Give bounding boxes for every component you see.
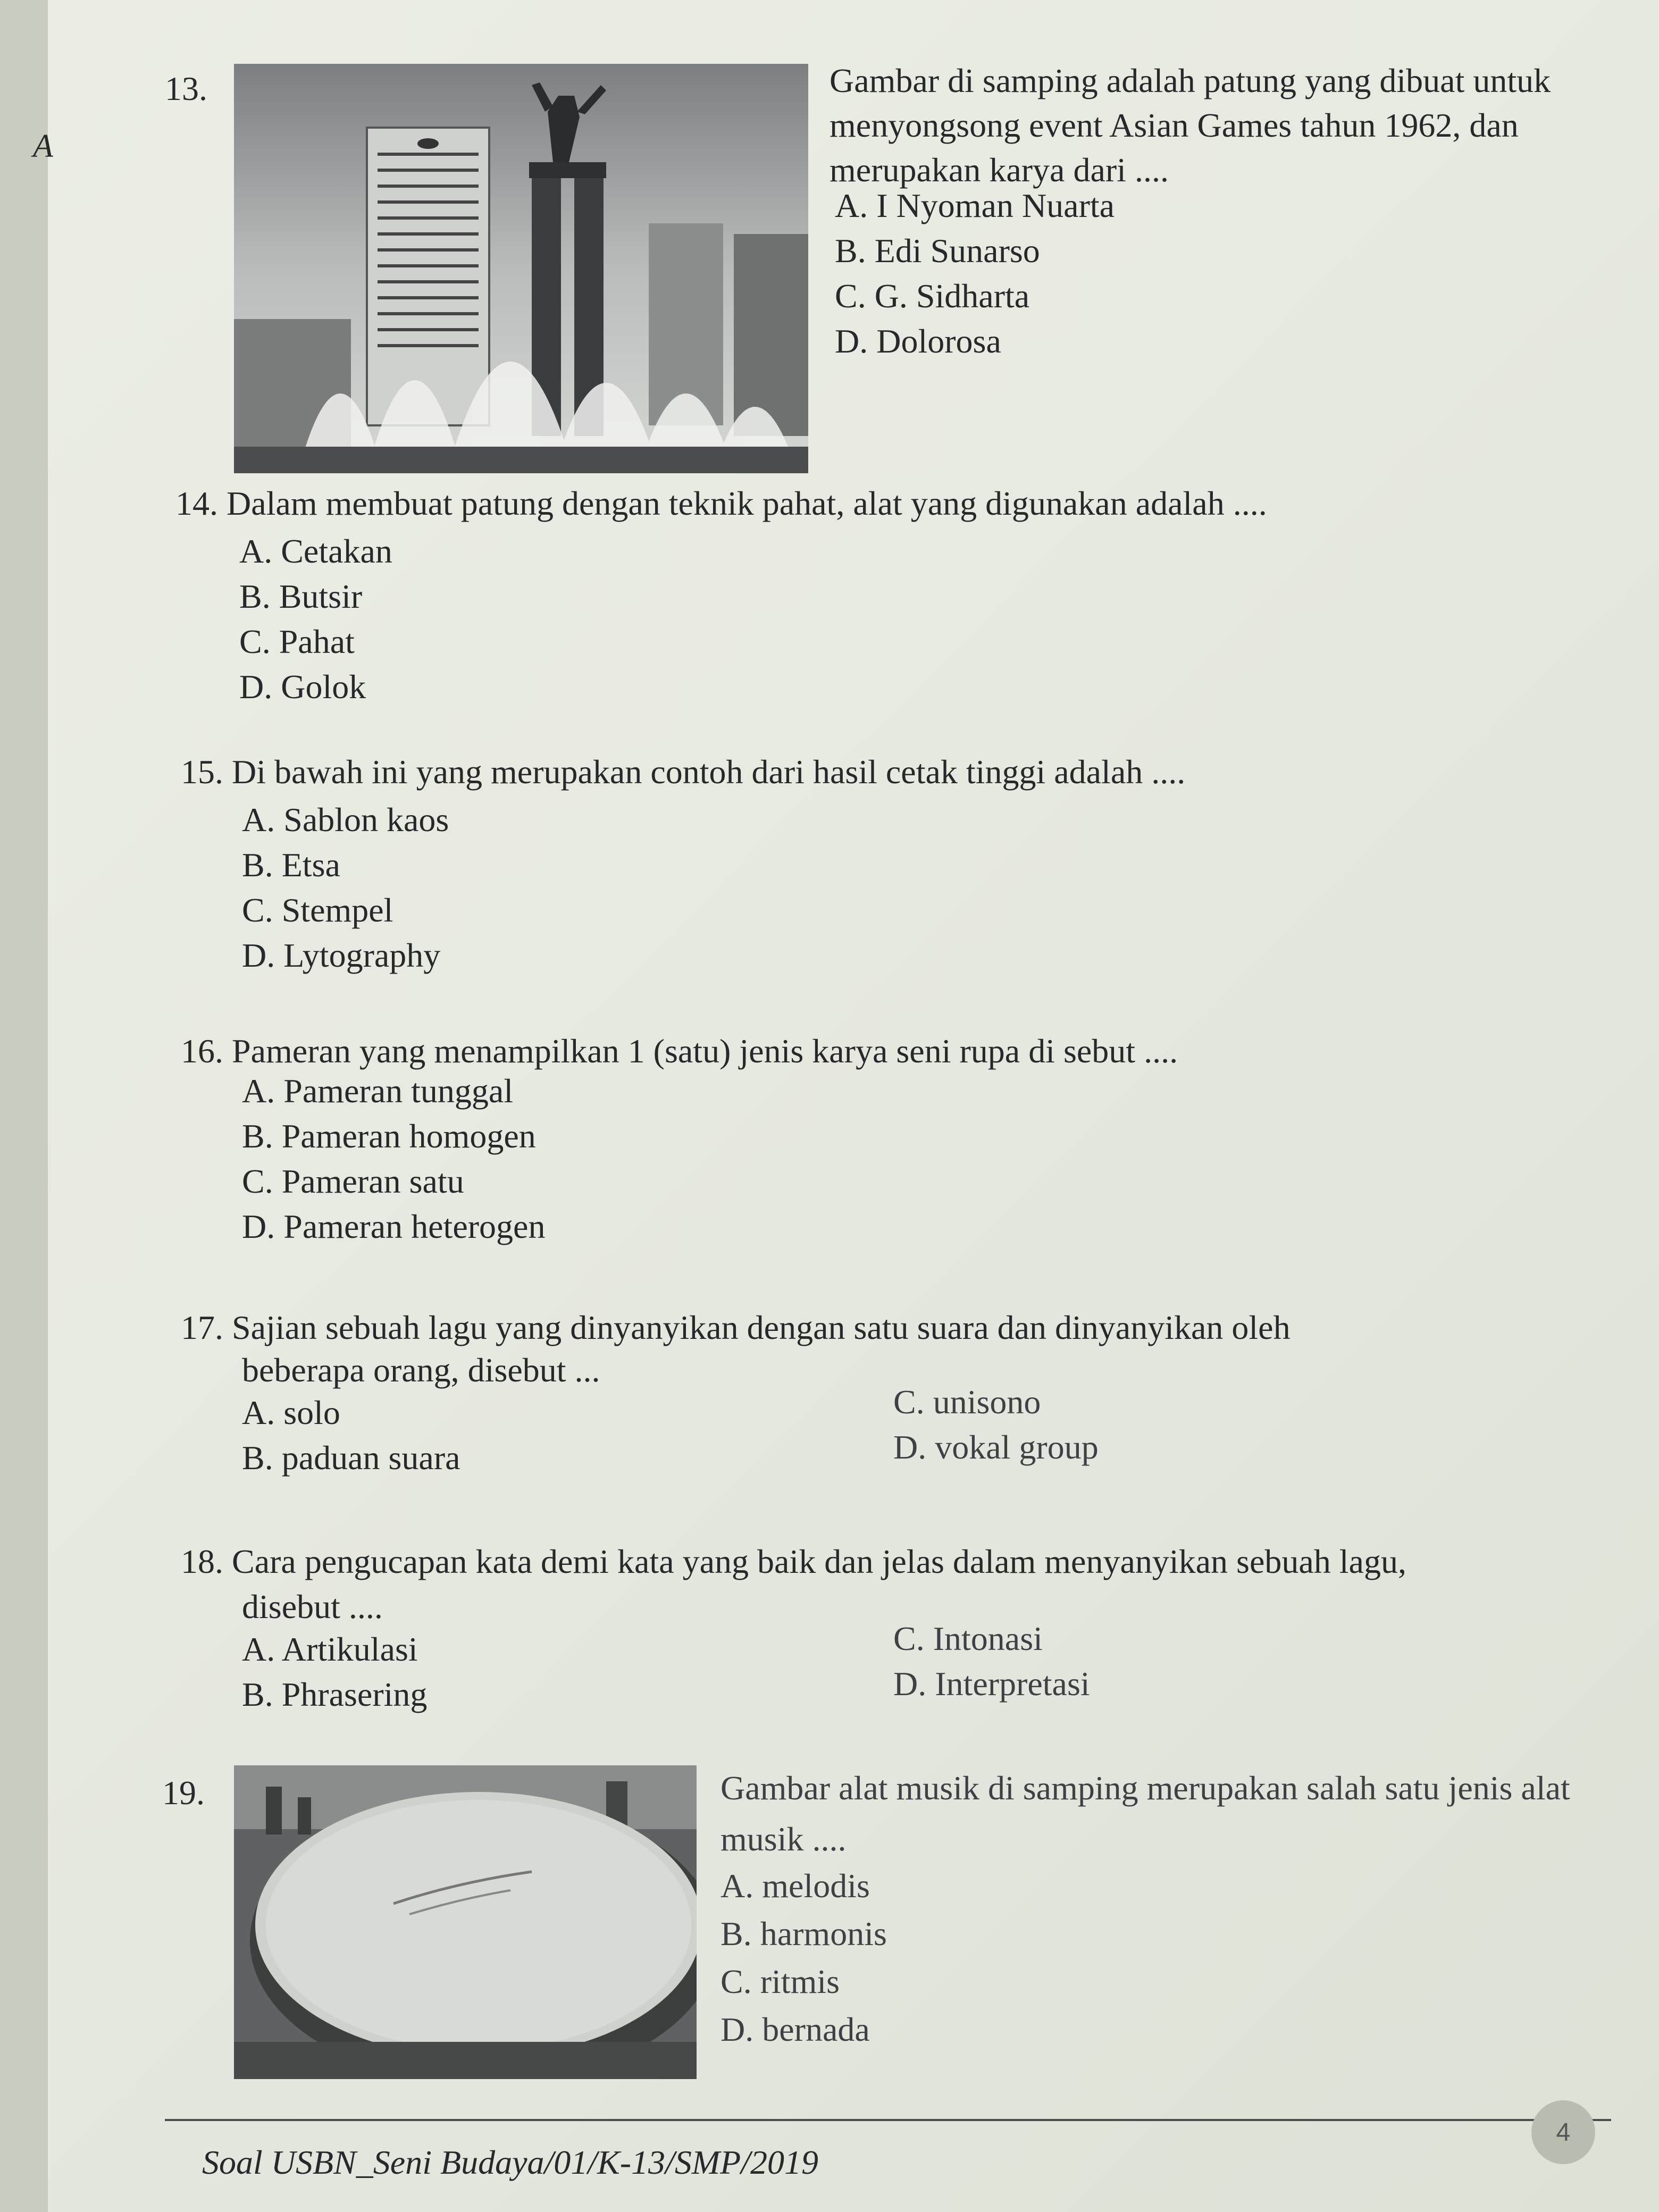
q16-option-b: B. Pameran homogen bbox=[242, 1117, 536, 1155]
q13-option-c: C. G. Sidharta bbox=[835, 277, 1030, 315]
q16-option-a: A. Pameran tunggal bbox=[242, 1072, 514, 1110]
q14-option-c: C. Pahat bbox=[239, 623, 355, 660]
q19-option-c: C. ritmis bbox=[720, 1963, 840, 2000]
q18-option-a: A. Artikulasi bbox=[242, 1630, 418, 1668]
q13-option-a: A. I Nyoman Nuarta bbox=[835, 187, 1115, 224]
q16-option-d: D. Pameran heterogen bbox=[242, 1208, 546, 1245]
q15-option-a: A. Sablon kaos bbox=[242, 801, 449, 839]
q18-option-d: D. Interpretasi bbox=[893, 1665, 1090, 1703]
q17-option-c: C. unisono bbox=[893, 1383, 1041, 1421]
q15-option-d: D. Lytography bbox=[242, 936, 441, 974]
q18-option-b: B. Phrasering bbox=[242, 1675, 428, 1713]
q18-question-line1: 18. Cara pengucapan kata demi kata yang baik dan jelas dalam menyanyikan sebuah lagu, bbox=[181, 1543, 1406, 1580]
q17-question-line1: 17. Sajian sebuah lagu yang dinyanyikan dengan satu suara dan dinyanyikan oleh bbox=[181, 1309, 1291, 1346]
q17-option-b: B. paduan suara bbox=[242, 1439, 460, 1477]
paper-edge bbox=[0, 0, 48, 2212]
q15-option-b: B. Etsa bbox=[242, 846, 340, 884]
q15-question-text: 15. Di bawah ini yang merupakan contoh dari hasil cetak tinggi adalah .... bbox=[181, 753, 1186, 791]
q14-option-d: D. Golok bbox=[239, 668, 366, 706]
footer-divider bbox=[165, 2119, 1611, 2121]
footer-text: Soal USBN_Seni Budaya/01/K-13/SMP/2019 bbox=[202, 2143, 818, 2181]
q19-instrument-photo bbox=[234, 1765, 697, 2079]
monument-photo-icon bbox=[234, 64, 808, 473]
q13-question-text: Gambar di samping adalah patung yang dibuat untuk menyongsong event Asian Games tahun 1962, dan merupakan karya dari .... bbox=[830, 62, 1551, 189]
q13-option-b: B. Edi Sunarso bbox=[835, 232, 1040, 270]
q14-option-a: A. Cetakan bbox=[239, 532, 392, 570]
page-number: 4 bbox=[1531, 2100, 1595, 2164]
q18-question-line2: disebut .... bbox=[242, 1588, 383, 1626]
q19-option-a: A. melodis bbox=[720, 1867, 870, 1905]
q17-question-line2: beberapa orang, disebut ... bbox=[242, 1351, 600, 1389]
q16-option-c: C. Pameran satu bbox=[242, 1162, 464, 1200]
q17-option-d: D. vokal group bbox=[893, 1428, 1099, 1466]
drum-photo-icon bbox=[234, 1765, 697, 2079]
q16-question-text: 16. Pameran yang menampilkan 1 (satu) jenis karya seni rupa di sebut .... bbox=[181, 1032, 1178, 1070]
q13-number: 13. bbox=[165, 70, 207, 107]
q17-option-a: A. solo bbox=[242, 1394, 340, 1431]
q19-number: 19. bbox=[162, 1774, 205, 1812]
q19-option-b: B. harmonis bbox=[720, 1915, 887, 1953]
q19-option-d: D. bernada bbox=[720, 2010, 870, 2048]
q13-monument-photo bbox=[234, 64, 808, 473]
q14-option-b: B. Butsir bbox=[239, 577, 363, 615]
q14-question-text: 14. Dalam membuat patung dengan teknik pahat, alat yang digunakan adalah .... bbox=[175, 484, 1267, 522]
q19-question-text: Gambar alat musik di samping merupakan salah satu jenis alat musik .... bbox=[720, 1769, 1570, 1858]
q15-option-c: C. Stempel bbox=[242, 891, 393, 929]
q13-option-d: D. Dolorosa bbox=[835, 322, 1001, 360]
margin-mark: A bbox=[33, 128, 53, 164]
q18-option-c: C. Intonasi bbox=[893, 1620, 1043, 1657]
